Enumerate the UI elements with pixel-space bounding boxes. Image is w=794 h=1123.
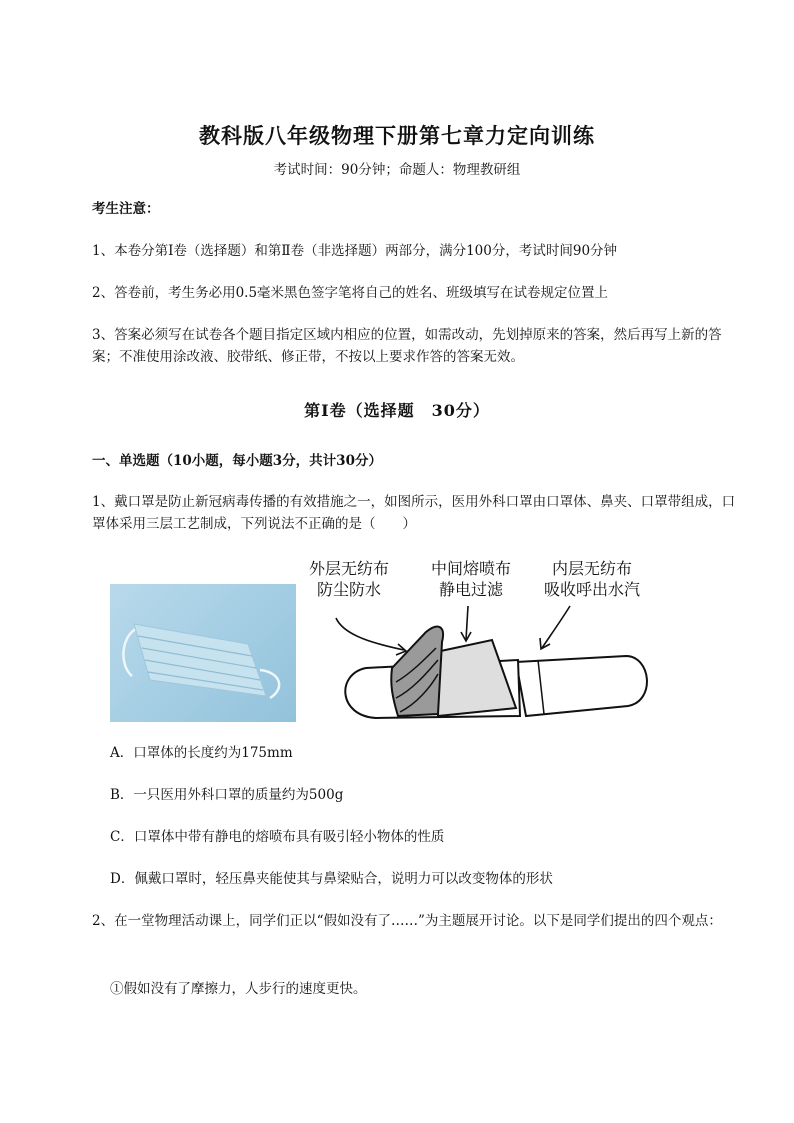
notice-item-2: 2、答卷前，考生务必用0.5毫米黑色签字笔将自己的姓名、班级填写在试卷规定位置上 — [92, 285, 609, 301]
part-heading: 一、单选题（10小题，每小题3分，共计30分） — [92, 453, 382, 469]
label-outer-layer-line2: 防尘防水 — [316, 580, 381, 599]
question-1-option-a[interactable]: A．口罩体的长度约为175mm — [110, 745, 293, 761]
layer-diagram — [306, 556, 670, 726]
label-middle-layer-line2: 静电过滤 — [438, 580, 503, 599]
mask-photo-drawing — [110, 584, 296, 722]
mask-photo — [110, 584, 296, 722]
inner-layer-shape — [516, 656, 647, 716]
notice-heading: 考生注意： — [92, 201, 160, 217]
question-1-option-c[interactable]: C．口罩体中带有静电的熔喷布具有吸引轻小物体的性质 — [110, 829, 445, 845]
notice-item-1: 1、本卷分第Ⅰ卷（选择题）和第Ⅱ卷（非选择题）两部分，满分100分，考试时间90分钟 — [92, 243, 618, 259]
outer-layer-shape — [391, 627, 443, 716]
arrow-middle — [466, 606, 468, 640]
middle-layer-shape — [436, 640, 516, 716]
question-1-option-b[interactable]: B．一只医用外科口罩的质量约为500g — [110, 787, 344, 803]
label-inner-layer-line1: 内层无纺布 — [551, 559, 632, 578]
label-middle-layer-line1: 中间熔喷布 — [430, 559, 511, 578]
question-2-point-1: ①假如没有了摩擦力，人步行的速度更快。 — [110, 981, 367, 997]
label-outer-layer-line1: 外层无纺布 — [308, 559, 389, 578]
page-title: 教科版八年级物理下册第七章力定向训练 — [199, 123, 595, 148]
exam-info: 考试时间：90分钟；命题人：物理教研组 — [273, 162, 521, 178]
question-2-stem: 2、在一堂物理活动课上，同学们正以“假如没有了……”为主题展开讨论。以下是同学们提出的四个观点： — [92, 913, 722, 929]
arrow-inner — [542, 606, 570, 648]
notice-item-3: 3、答案必须写在试卷各个题目指定区域内相应的位置，如需改动，先划掉原来的答案，然后再写上新的答案；不准使用涂改液、胶带纸、修正带，不按以上要求作答的答案无效。 — [92, 327, 722, 365]
mask-figure — [110, 556, 670, 726]
label-inner-layer-line2: 吸收呼出水汽 — [543, 580, 640, 599]
arrow-outer — [336, 618, 404, 650]
layer-drawing — [306, 556, 670, 726]
question-1-option-d[interactable]: D．佩戴口罩时，轻压鼻夹能使其与鼻梁贴合，说明力可以改变物体的形状 — [110, 871, 553, 887]
question-1-stem: 1、戴口罩是防止新冠病毒传播的有效措施之一，如图所示，医用外科口罩由口罩体、鼻夹、口罩带组成，口罩体采用三层工艺制成，下列说法不正确的是（ ） — [92, 494, 736, 532]
section-title: 第Ⅰ卷（选择题 30分） — [304, 401, 490, 420]
